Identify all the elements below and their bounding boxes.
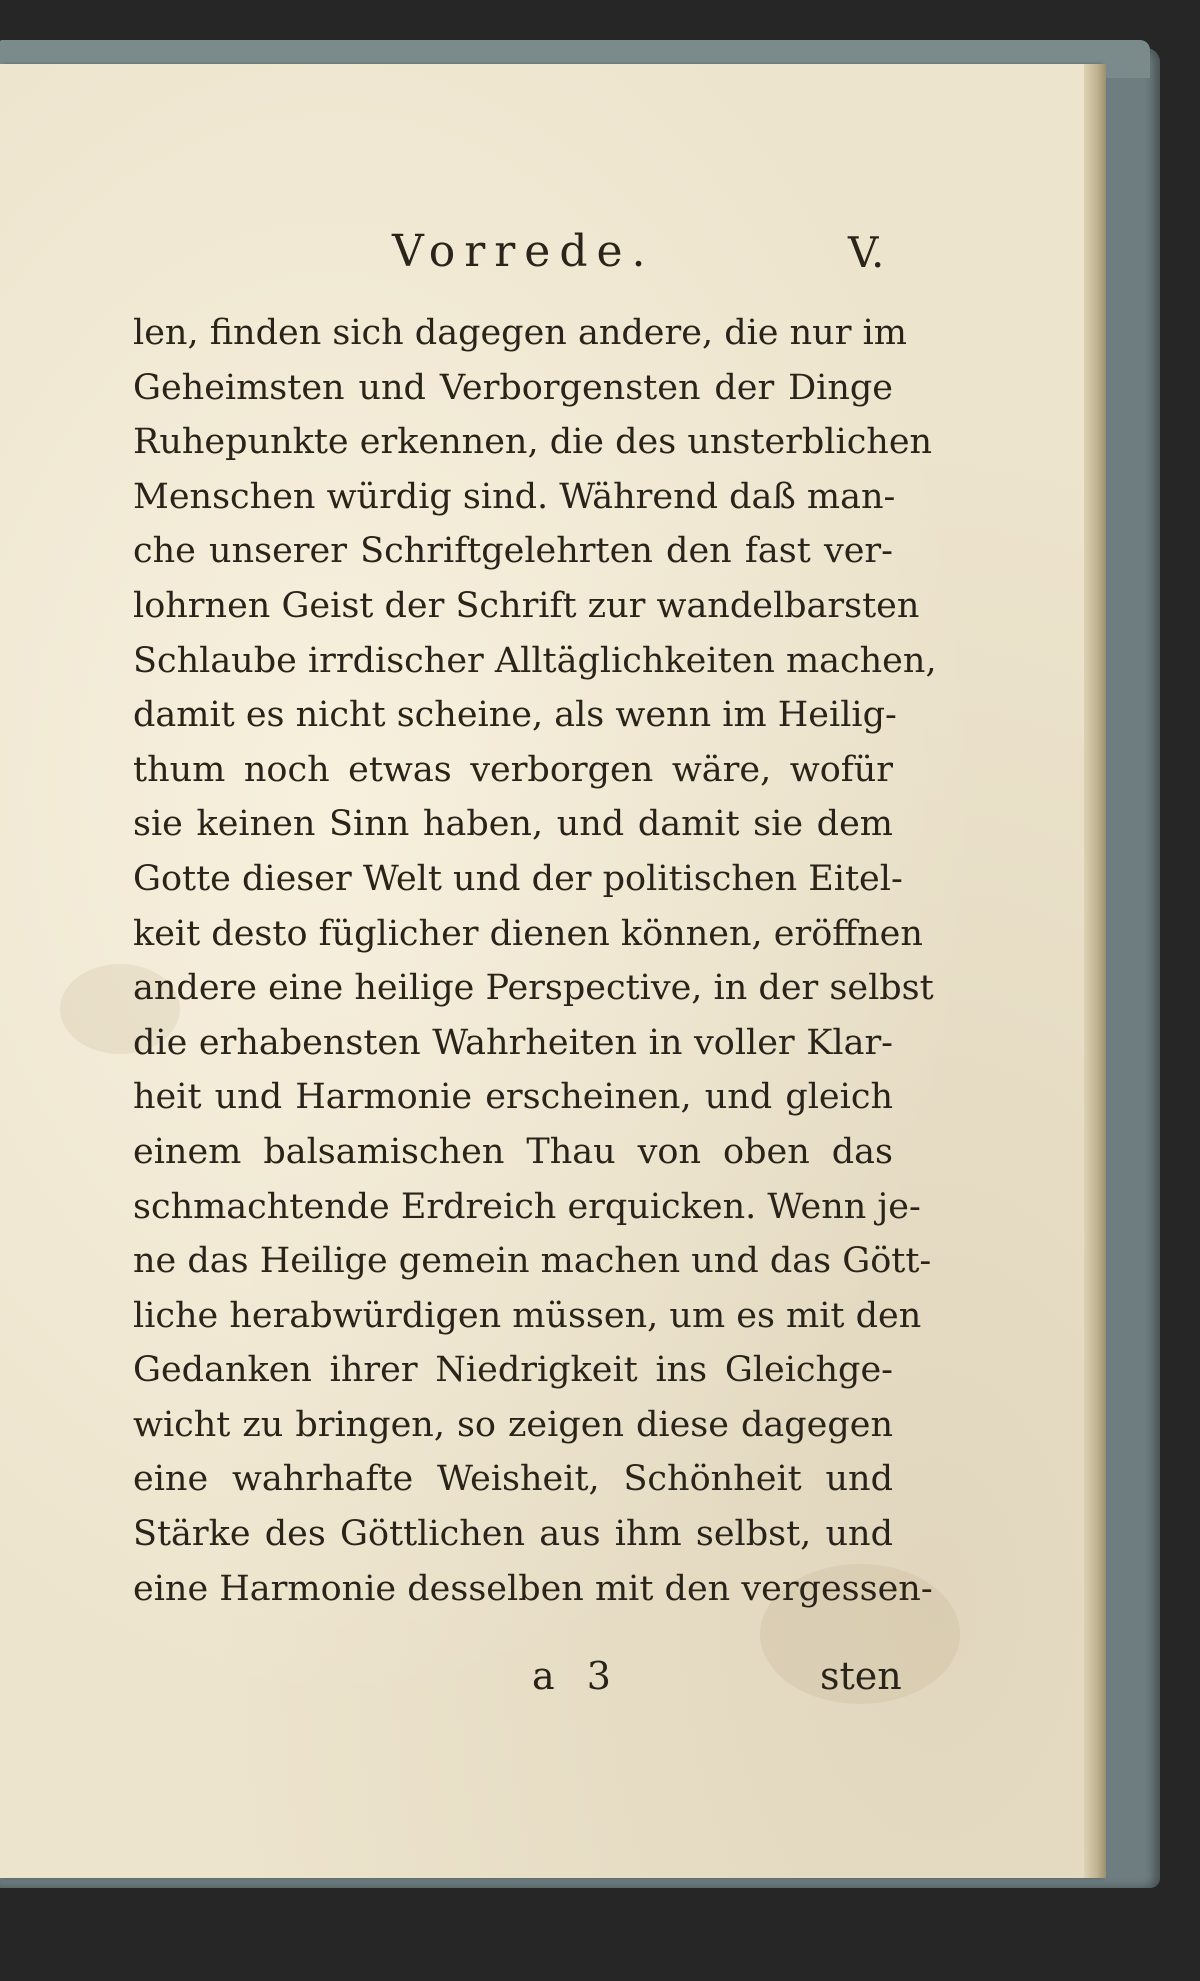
text-line: die erhabensten Wahrheiten in voller Klar-	[133, 1022, 893, 1063]
text-line: Stärke des Göttlichen aus ihm selbst, und	[133, 1514, 893, 1555]
text-line: Gotte dieser Welt und der politischen Eitel-	[133, 858, 903, 899]
text-line: che unserer Schriftgelehrten den fast ver-	[133, 531, 893, 572]
text-line: Menschen würdig sind. Während daß man-	[133, 476, 896, 517]
running-head: Vorrede.	[392, 226, 655, 277]
text-line: Gedanken ihrer Niedrigkeit ins Gleichge-	[133, 1350, 893, 1391]
page-footer	[0, 1654, 1100, 1714]
text-line: schmachtende Erdreich erquicken. Wenn je-	[133, 1186, 921, 1227]
text-line: Ruhepunkte erkennen, die des unsterblichen	[133, 422, 933, 463]
text-line: Schlaube irrdischer Alltäglichkeiten machen,	[133, 640, 937, 681]
text-line: liche herabwürdigen müssen, um es mit den	[133, 1295, 922, 1336]
text-line: Geheimsten und Verborgensten der Dinge	[133, 367, 893, 408]
page-header	[0, 178, 1100, 278]
text-line: thum noch etwas verborgen wäre, wofür	[133, 749, 893, 790]
text-line: damit es nicht scheine, als wenn im Heilig-	[133, 695, 897, 736]
text-line: heit und Harmonie erscheinen, und gleich	[133, 1077, 893, 1118]
catchword: sten	[820, 1654, 902, 1698]
text-line: eine wahrhafte Weisheit, Schönheit und	[133, 1459, 893, 1500]
page-number: V.	[848, 228, 885, 277]
text-line: einem balsamischen Thau von oben das	[133, 1131, 893, 1172]
text-line: lohrnen Geist der Schrift zur wandelbarsten	[133, 585, 920, 626]
text-line: ne das Heilige gemein machen und das Gött-	[133, 1241, 932, 1282]
text-line: andere eine heilige Perspective, in der selbst	[133, 968, 934, 1009]
page-fore-edge	[1084, 64, 1106, 1878]
text-line: eine Harmonie desselben mit den vergessen-	[133, 1568, 933, 1609]
text-line: wicht zu bringen, so zeigen diese dagegen	[133, 1404, 893, 1445]
text-line: len, finden sich dagegen andere, die nur im	[133, 313, 907, 353]
text-line: sie keinen Sinn haben, und damit sie dem	[133, 804, 893, 845]
text-line: keit desto füglicher dienen können, eröffnen	[133, 913, 923, 954]
body-text	[133, 306, 937, 1616]
signature-mark: a 3	[532, 1654, 621, 1698]
